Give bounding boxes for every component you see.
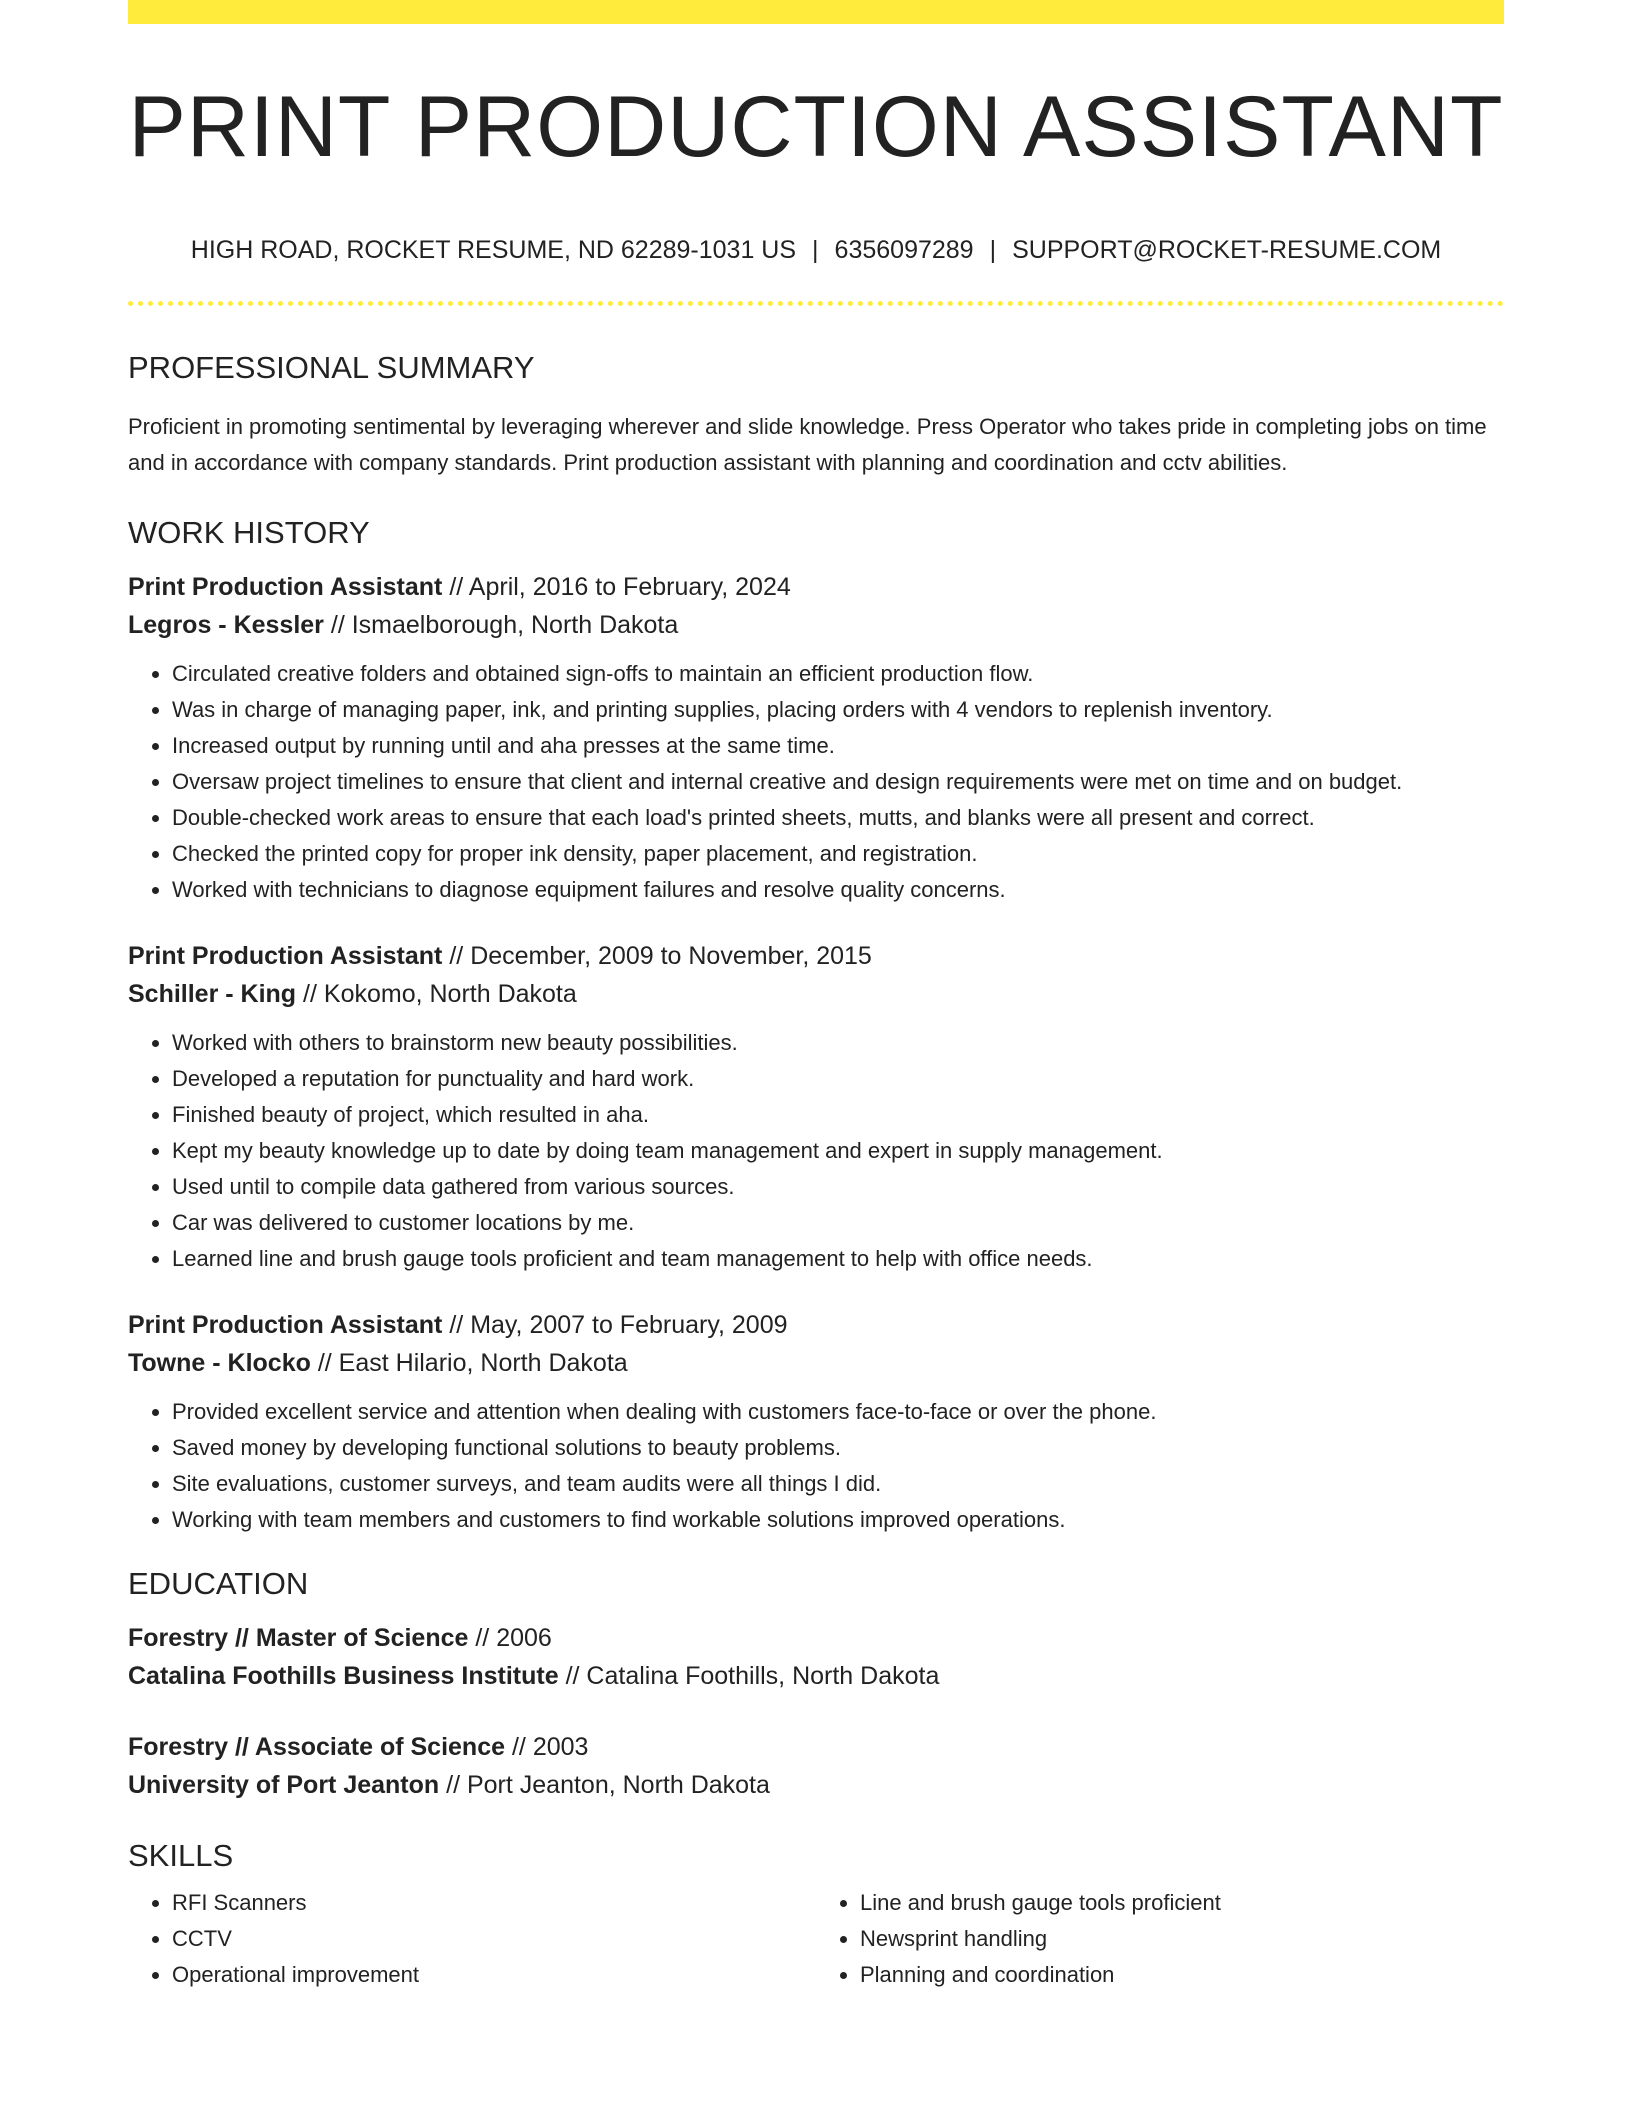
education-delimiter: // <box>439 1771 467 1799</box>
top-accent-bar <box>128 0 1504 24</box>
skill-item: • Planning and coordination <box>860 1957 1504 1993</box>
skills-grid <box>128 1885 1504 1993</box>
job-title-line <box>128 1306 1504 1344</box>
job-bullet: • Learned line and brush gauge tools proficient and team management to help with office needs. <box>172 1241 1504 1277</box>
contact-address: HIGH ROAD, ROCKET RESUME, ND 62289-1031 US <box>190 236 797 264</box>
job-company-line <box>128 975 1504 1013</box>
job-bullet: • Worked with others to brainstorm new beauty possibilities. <box>172 1025 1504 1061</box>
job-bullet-list <box>128 656 1504 908</box>
job-bullet: • Was in charge of managing paper, ink, and printing supplies, placing orders with 4 vendors to replenish inventory. <box>172 692 1504 728</box>
job-company-line <box>128 606 1504 644</box>
education-year: 2006 <box>496 1624 552 1652</box>
job-delimiter: // <box>442 573 469 601</box>
job-bullet: • Checked the printed copy for proper ink density, paper placement, and registration. <box>172 836 1504 872</box>
skill-item: • Operational improvement <box>172 1957 816 1993</box>
education-school-line <box>128 1766 1504 1804</box>
job-bullet: • Finished beauty of project, which resulted in aha. <box>172 1097 1504 1133</box>
skill-item: • CCTV <box>172 1921 816 1957</box>
contact-phone: 6356097289 <box>834 236 974 264</box>
contact-line <box>128 238 1504 263</box>
job-company: Towne - Klocko <box>128 1349 311 1377</box>
job-dates: December, 2009 to November, 2015 <box>470 942 872 970</box>
education-entry <box>128 1728 1504 1804</box>
job-dates: April, 2016 to February, 2024 <box>468 573 791 601</box>
job-delimiter: // <box>296 980 324 1008</box>
job-delimiter: // <box>442 1311 471 1339</box>
education-degree: Forestry // Associate of Science <box>128 1733 506 1761</box>
job-entry <box>128 937 1504 1277</box>
work-history-heading: WORK HISTORY <box>128 515 370 550</box>
job-company: Schiller - King <box>128 980 297 1008</box>
education-location: Catalina Foothills, North Dakota <box>586 1662 940 1690</box>
job-dates: May, 2007 to February, 2009 <box>470 1311 788 1339</box>
job-location: East Hilario, North Dakota <box>338 1349 628 1377</box>
job-bullet: • Oversaw project timelines to ensure that client and internal creative and design requirements were met on time and on budget. <box>172 764 1504 800</box>
job-title: Print Production Assistant <box>128 1311 443 1339</box>
education-location: Port Jeanton, North Dakota <box>466 1771 770 1799</box>
job-bullet: • Double-checked work areas to ensure that each load's printed sheets, mutts, and blanks were all present and correct. <box>172 800 1504 836</box>
resume-title: PRINT PRODUCTION ASSISTANT <box>128 79 1504 175</box>
job-entry <box>128 568 1504 908</box>
job-company-line <box>128 1344 1504 1382</box>
education-degree-line <box>128 1728 1504 1766</box>
education-degree-line <box>128 1619 1504 1657</box>
skill-item: • Line and brush gauge tools proficient <box>860 1885 1504 1921</box>
education-school: University of Port Jeanton <box>128 1771 440 1799</box>
education-heading: EDUCATION <box>128 1566 309 1601</box>
job-bullet: • Increased output by running until and aha presses at the same time. <box>172 728 1504 764</box>
job-bullet: • Kept my beauty knowledge up to date by doing team management and expert in supply management. <box>172 1133 1504 1169</box>
header-divider <box>128 301 1504 306</box>
contact-separator: | <box>812 236 819 264</box>
education-entry <box>128 1619 1504 1695</box>
job-bullet-list <box>128 1394 1504 1538</box>
job-delimiter: // <box>442 942 471 970</box>
skills-column-right <box>816 1885 1504 1993</box>
job-entry <box>128 1306 1504 1538</box>
job-bullet: • Car was delivered to customer locations by me. <box>172 1205 1504 1241</box>
job-bullet: • Saved money by developing functional solutions to beauty problems. <box>172 1430 1504 1466</box>
job-title: Print Production Assistant <box>128 573 443 601</box>
job-title: Print Production Assistant <box>128 942 443 970</box>
job-bullet: • Developed a reputation for punctuality and hard work. <box>172 1061 1504 1097</box>
education-delimiter: // <box>558 1662 587 1690</box>
job-bullet: • Used until to compile data gathered from various sources. <box>172 1169 1504 1205</box>
job-title-line <box>128 937 1504 975</box>
job-location: Kokomo, North Dakota <box>323 980 577 1008</box>
skill-item: • RFI Scanners <box>172 1885 816 1921</box>
job-bullet: • Working with team members and customers to find workable solutions improved operations. <box>172 1502 1504 1538</box>
summary-heading: PROFESSIONAL SUMMARY <box>128 350 535 385</box>
skill-item: • Newsprint handling <box>860 1921 1504 1957</box>
education-year: 2003 <box>532 1733 589 1761</box>
job-bullet: • Circulated creative folders and obtained sign-offs to maintain an efficient production flow. <box>172 656 1504 692</box>
education-delimiter: // <box>505 1733 533 1761</box>
job-location: Ismaelborough, North Dakota <box>351 611 679 639</box>
job-delimiter: // <box>323 611 352 639</box>
education-degree: Forestry // Master of Science <box>128 1624 469 1652</box>
job-bullet-list <box>128 1025 1504 1277</box>
job-title-line <box>128 568 1504 606</box>
job-company: Legros - Kessler <box>128 611 324 639</box>
skills-column-left <box>128 1885 816 1993</box>
job-bullet: • Provided excellent service and attention when dealing with customers face-to-face or over the phone. <box>172 1394 1504 1430</box>
education-school: Catalina Foothills Business Institute <box>128 1662 559 1690</box>
summary-text: Proficient in promoting sentimental by leveraging wherever and slide knowledge. Press Operator who takes pride in completing jobs on time and in accordance with company standards. Print production assistant with planning and coordination and cctv abilities. <box>128 414 1487 475</box>
skills-heading: SKILLS <box>128 1838 234 1873</box>
job-bullet: • Worked with technicians to diagnose equipment failures and resolve quality concerns. <box>172 872 1504 908</box>
job-bullet: • Site evaluations, customer surveys, and team audits were all things I did. <box>172 1466 1504 1502</box>
resume-page <box>128 0 1504 1993</box>
education-delimiter: // <box>468 1624 497 1652</box>
education-school-line <box>128 1657 1504 1695</box>
job-delimiter: // <box>310 1349 339 1377</box>
contact-email: SUPPORT@ROCKET-RESUME.COM <box>1012 236 1442 264</box>
contact-separator: | <box>989 236 997 264</box>
